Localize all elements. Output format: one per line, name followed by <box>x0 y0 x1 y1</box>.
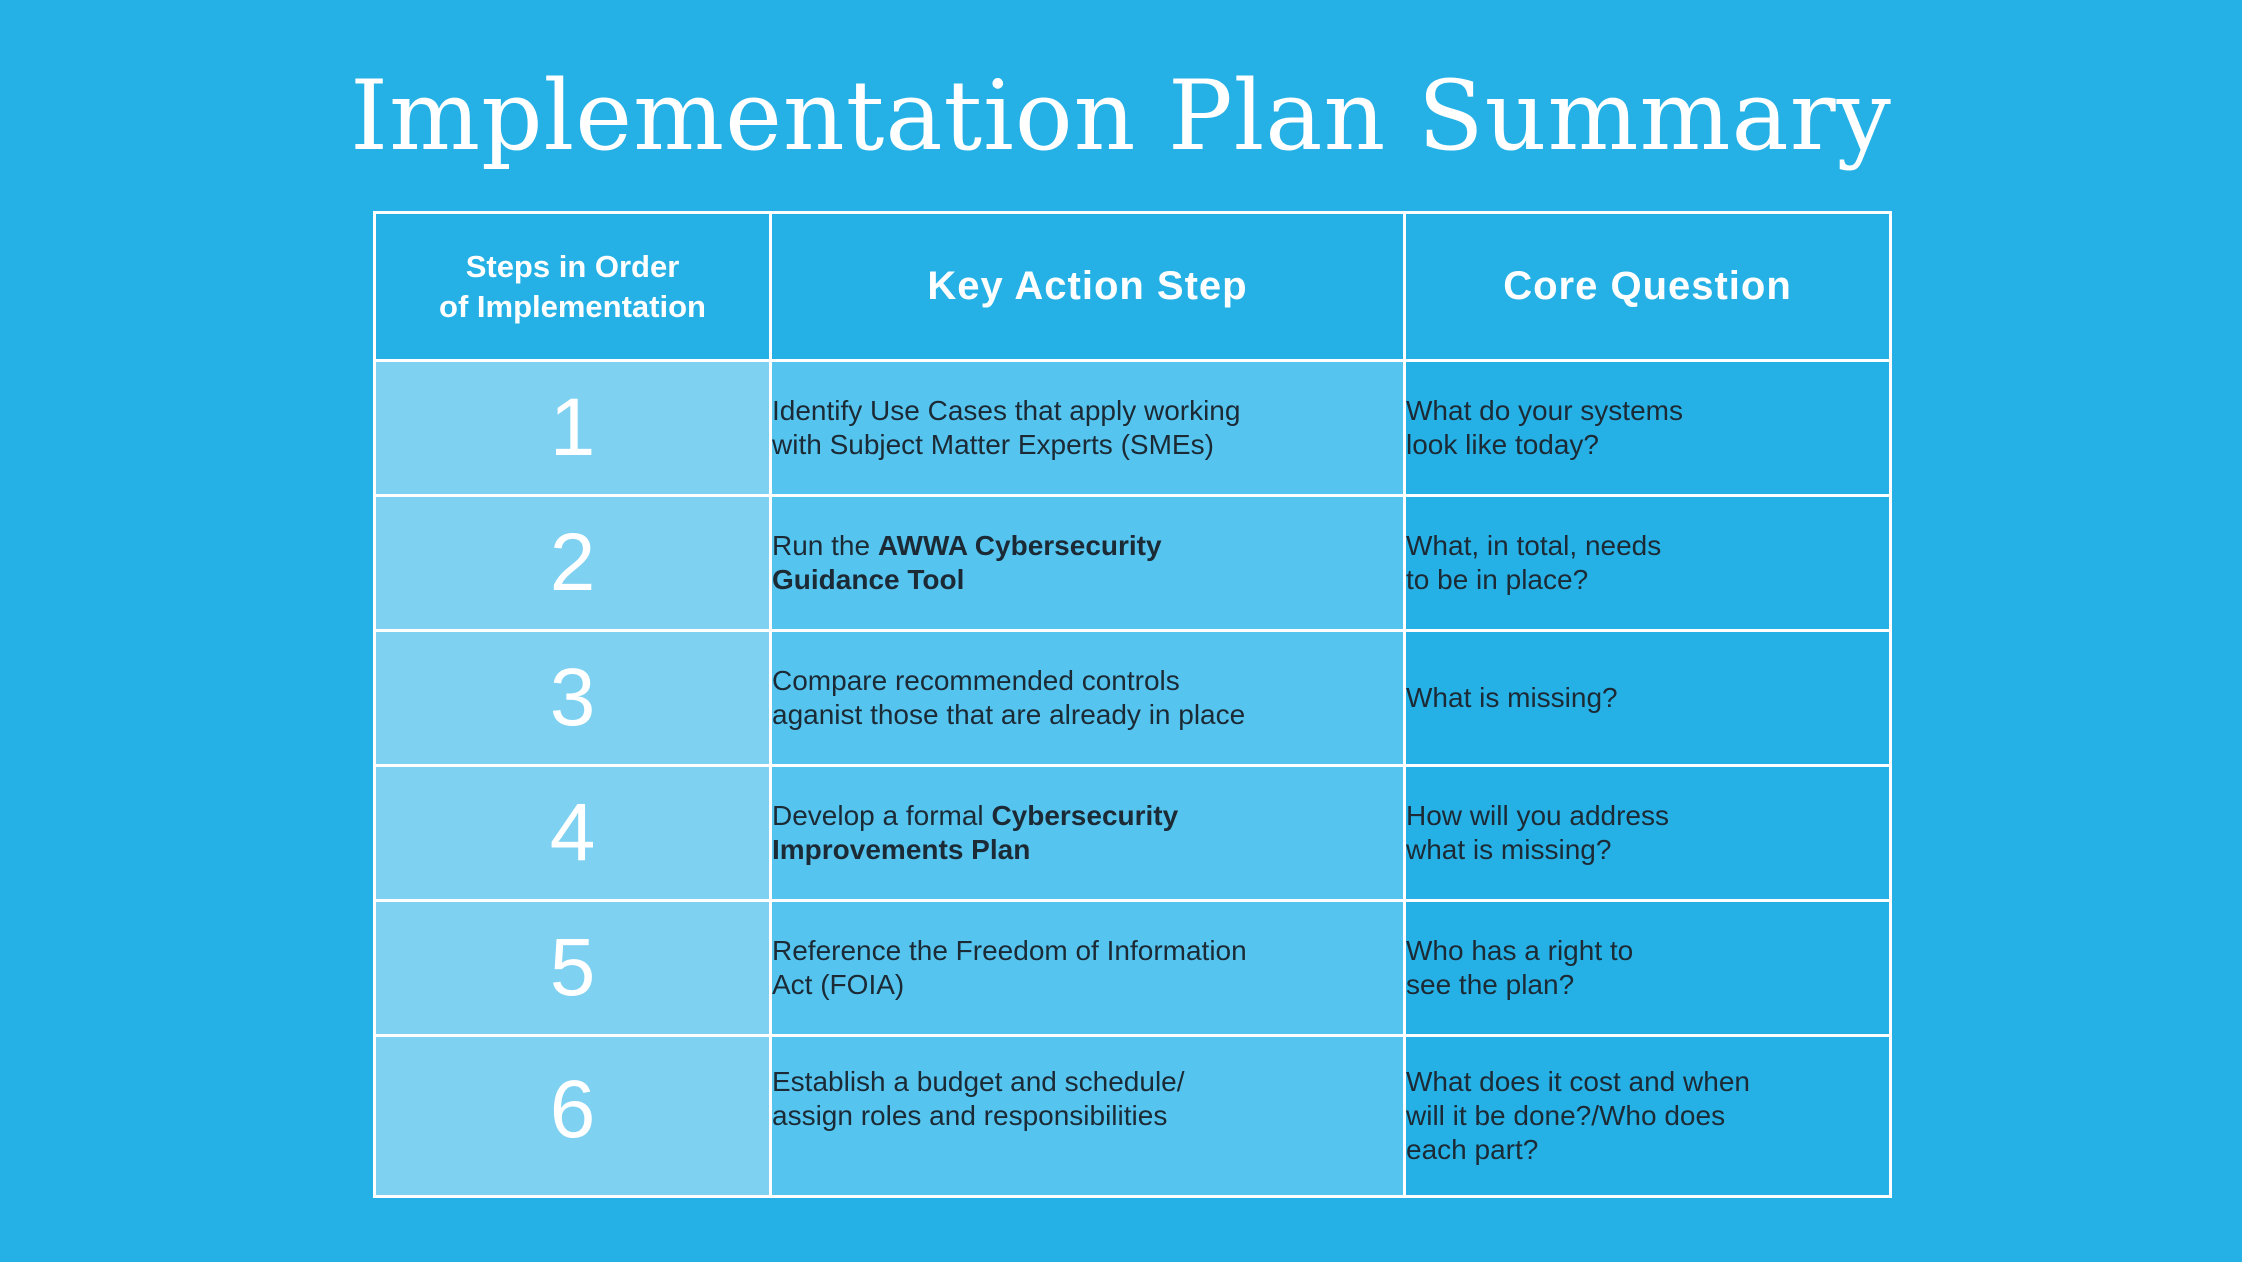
step-number-cell: 1 <box>375 361 771 496</box>
action-segment: Reference the Freedom of Information <box>772 935 1247 966</box>
table-row <box>375 901 1891 1036</box>
key-action-step-cell <box>771 901 1405 1036</box>
action-segment: aganist those that are already in place <box>772 699 1246 730</box>
key-action-step-text <box>772 394 1403 462</box>
action-emphasis: Cybersecurity <box>991 800 1179 831</box>
key-action-step-text <box>772 1065 1403 1133</box>
question-line: Who has a right to <box>1406 935 1634 966</box>
core-question-text <box>1406 934 1889 1002</box>
core-question-cell <box>1405 496 1891 631</box>
question-line: What is missing? <box>1406 682 1618 713</box>
page-title: Implementation Plan Summary <box>350 60 1892 172</box>
key-action-step-cell <box>771 496 1405 631</box>
key-action-step-text <box>772 799 1403 867</box>
action-line <box>772 698 1403 732</box>
table-row <box>375 361 1891 496</box>
action-emphasis: AWWA Cybersecurity <box>877 530 1162 561</box>
core-question-text <box>1406 529 1889 597</box>
action-segment: Compare recommended controls <box>772 665 1180 696</box>
implementation-plan-table <box>373 211 1892 1198</box>
question-line: each part? <box>1406 1134 1539 1165</box>
action-line <box>772 563 1403 597</box>
header-steps-in-order <box>375 213 771 361</box>
action-line <box>772 428 1403 462</box>
header-key-action-step: Key Action Step <box>771 213 1405 361</box>
action-line <box>772 934 1403 968</box>
table-body <box>375 361 1891 1197</box>
question-line: What does it cost and when <box>1406 1066 1750 1097</box>
core-question-text <box>1406 394 1889 462</box>
step-number-cell: 3 <box>375 631 771 766</box>
question-line: will it be done?/Who does <box>1406 1100 1726 1131</box>
question-line: How will you address <box>1406 800 1669 831</box>
action-line <box>772 799 1403 833</box>
step-number-cell: 6 <box>375 1036 771 1197</box>
action-line <box>772 664 1403 698</box>
action-line <box>772 394 1403 428</box>
core-question-cell <box>1405 631 1891 766</box>
action-line <box>772 833 1403 867</box>
step-number-cell: 5 <box>375 901 771 1036</box>
core-question-text <box>1406 1065 1889 1167</box>
key-action-step-cell <box>771 1036 1405 1197</box>
question-line: look like today? <box>1406 429 1600 460</box>
core-question-text <box>1406 681 1889 715</box>
key-action-step-text <box>772 664 1403 732</box>
question-line: see the plan? <box>1406 969 1575 1000</box>
step-number-cell: 2 <box>375 496 771 631</box>
action-segment: assign roles and responsibilities <box>772 1100 1168 1131</box>
question-line: what is missing? <box>1406 834 1612 865</box>
key-action-step-cell <box>771 766 1405 901</box>
table-row <box>375 1036 1891 1197</box>
header-core-question: Core Question <box>1405 213 1891 361</box>
action-segment: Run the <box>772 530 878 561</box>
question-line: What, in total, needs <box>1406 530 1662 561</box>
action-line <box>772 968 1403 1002</box>
table-header-row <box>375 213 1891 361</box>
action-segment: Identify Use Cases that apply working <box>772 395 1241 426</box>
core-question-cell <box>1405 766 1891 901</box>
header-steps-line-2: of Implementation <box>439 288 706 324</box>
key-action-step-text <box>772 529 1403 597</box>
action-emphasis: Guidance Tool <box>772 564 965 595</box>
core-question-cell <box>1405 361 1891 496</box>
core-question-text <box>1406 799 1889 867</box>
action-line <box>772 1099 1403 1133</box>
action-segment: Establish a budget and schedule/ <box>772 1066 1185 1097</box>
key-action-step-cell <box>771 631 1405 766</box>
action-segment: Act (FOIA) <box>772 969 905 1000</box>
action-segment: with Subject Matter Experts (SMEs) <box>772 429 1214 460</box>
question-line: to be in place? <box>1406 564 1589 595</box>
action-emphasis: Improvements Plan <box>772 834 1031 865</box>
action-line <box>772 1065 1403 1099</box>
key-action-step-cell <box>771 361 1405 496</box>
key-action-step-text <box>772 934 1403 1002</box>
core-question-cell <box>1405 901 1891 1036</box>
table-row <box>375 766 1891 901</box>
core-question-cell <box>1405 1036 1891 1197</box>
action-line <box>772 529 1403 563</box>
action-segment: Develop a formal <box>772 800 992 831</box>
question-line: What do your systems <box>1406 395 1683 426</box>
table-row <box>375 631 1891 766</box>
header-steps-line-1: Steps in Order <box>465 248 680 284</box>
table-row <box>375 496 1891 631</box>
step-number-cell: 4 <box>375 766 771 901</box>
